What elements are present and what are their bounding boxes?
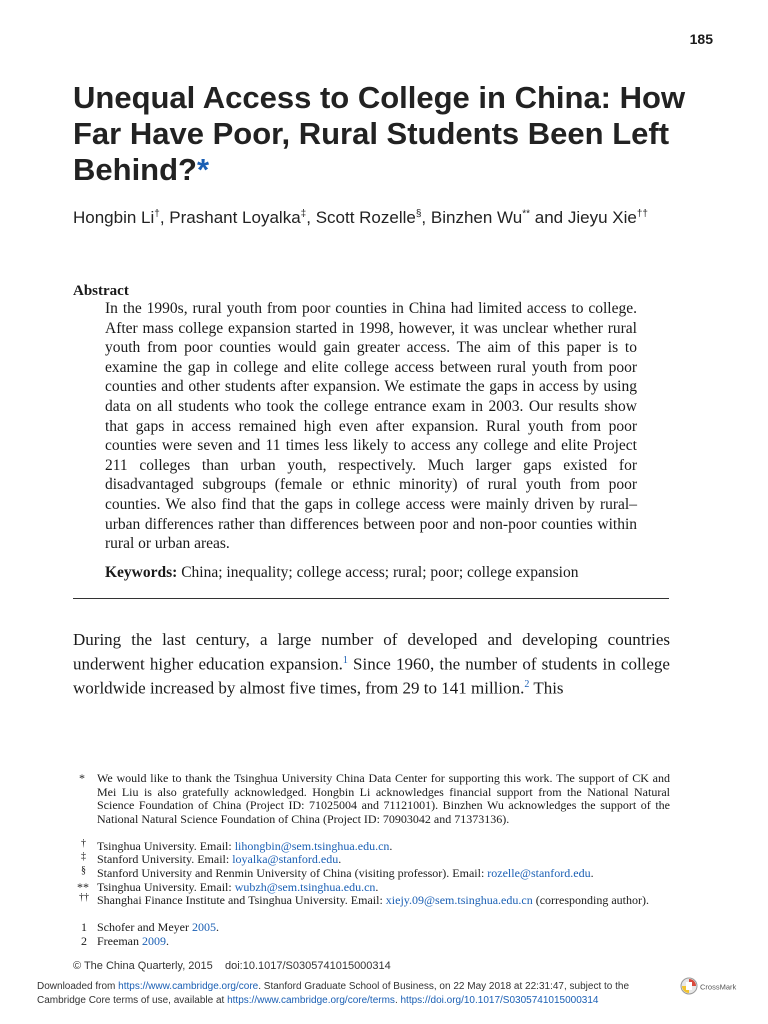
footnote-text: Stanford University and Renmin University of China (visiting professor). Email: [97,866,488,880]
email-link[interactable]: lihongbin@sem.tsinghua.edu.cn [234,839,390,853]
footnote-affiliation [73,853,670,867]
email-link[interactable]: wubzh@sem.tsinghua.edu.cn [234,880,376,894]
footnote-punct: . [389,839,393,853]
footnote-mark: 2 [81,934,87,948]
author-list [73,208,648,228]
footnote-mark: ‡ [81,851,86,862]
footnote-punct: . [590,866,594,880]
footnote-text: Tsinghua University. Email: [97,839,235,853]
citation-link[interactable]: 2009 [141,934,166,948]
title-footnote-link[interactable]: * [197,152,210,187]
article-title [73,80,693,188]
download-text: Cambridge Core terms of use, available at [37,994,228,1006]
footnote-mark: †† [79,892,89,903]
keywords [105,564,578,582]
download-text: Downloaded from [37,981,119,992]
footnote-text: Shanghai Finance Institute and Tsinghua University. Email: [97,893,386,907]
author-separator: , [159,208,170,227]
footnote-punct: . [338,852,342,866]
author-name: Hongbin Li [73,208,155,227]
body-text-part: This [529,678,564,698]
body-text-part: Since 1960, the number of students in college worldwide increased by almost five times, from 29 to 141 million. [73,654,670,698]
author-affiliation-mark: †† [636,208,648,220]
author-name: Jieyu Xie [567,208,637,227]
footnote-mark: * [79,771,85,785]
section-divider [73,598,669,599]
author-affiliation-mark: † [154,208,160,220]
footnote-text: We would like to thank the Tsinghua University China Data Center for supporting this work. The support of CK and Mei Liu is also gratefully acknowledged. Hongbin Li acknowledges financial support from the National Natural Science Foundation of China (Project ID: 71025004 and 71121001). Binzhen Wu acknowledges the support of the National Natural Science Foundation of China (Project ID: 70903042 and 71373136). [97,771,670,826]
citation-link[interactable]: 2005 [191,920,216,934]
title-text: Unequal Access to College in China: How Far Have Poor, Rural Students Been Left Behind? [73,80,686,187]
author-name: Prashant Loyalka [169,208,301,227]
footnote-mark: § [81,865,86,876]
footnote-affiliation [73,867,670,881]
download-notice [37,980,737,1007]
footnote-punct: . [375,880,379,894]
footnote-ref-2[interactable]: 2 [524,678,530,690]
author-separator: , [421,208,431,227]
footnote-mark: ** [77,880,89,894]
body-text-part: During the last century, a large number of developed and developing countries underwent higher education expansion. [73,630,670,674]
author-affiliation-mark: § [415,208,422,220]
footnote-text: Schofer and Meyer [97,920,192,934]
footnote-ref-1[interactable]: 1 [342,654,348,666]
terms-link[interactable]: https://www.cambridge.org/core/terms [227,994,395,1006]
email-link[interactable]: xiejy.09@sem.tsinghua.edu.cn [385,893,533,907]
crossmark-badge[interactable] [680,976,750,996]
copyright-line: © The China Quarterly, 2015 doi:10.1017/S0305741015000314 [73,960,391,972]
footnote-text: Tsinghua University. Email: [97,880,235,894]
download-text: . [394,994,401,1006]
footnote-mark: † [81,838,86,849]
crossmark-label: CrossMark [700,982,737,992]
footnote-affiliation [73,894,670,908]
email-link[interactable]: rozelle@stanford.edu [487,866,591,880]
author-separator: , [306,208,316,227]
page-number: 185 [689,31,713,47]
footnote-text: Stanford University. Email: [97,852,233,866]
footnote-acknowledgement [73,772,670,826]
footnote-reference [73,935,670,949]
body-paragraph [73,630,670,699]
footnote-reference [73,921,670,935]
footnote-mark: 1 [81,920,87,934]
keywords-label: Keywords: [105,564,178,581]
keywords-list: China; inequality; college access; rural; poor; college expansion [181,564,579,581]
author-name: Binzhen Wu [430,208,523,227]
footnote-punct: (corresponding author). [532,893,649,907]
doi-link[interactable]: https://doi.org/10.1017/S0305741015000314 [400,994,599,1006]
footnote-text: Freeman [97,934,142,948]
author-name: Scott Rozelle [315,208,416,227]
footnote-punct: . [215,920,219,934]
author-separator: and [530,208,568,227]
footnote-punct: . [165,934,169,948]
email-link[interactable]: loyalka@stanford.edu [232,852,339,866]
crossmark-icon [680,976,750,996]
core-link[interactable]: https://www.cambridge.org/core [118,981,259,992]
download-text: . Stanford Graduate School of Business, on 22 May 2018 at 22:31:47, subject to the [258,981,630,992]
abstract-heading: Abstract [73,283,129,299]
author-affiliation-mark: ‡ [300,208,307,220]
author-affiliation-mark: ** [522,208,531,220]
abstract-text: In the 1990s, rural youth from poor counties in China had limited access to college. After mass college expansion started in 1998, however, it was unclear whether rural youth from poor counties would gain greater access. The aim of this paper is to examine the gap in college and elite college access between rural youth from poor counties and other students after expansion. We estimate the gaps in access by using data on all students who took the college entrance exam in 2003. Our results show that gaps in access remained high even after expansion. Rural youth from poor counties were seven and 11 times less likely to access any college and elite Project 211 colleges than urban youth, respectively. Much larger gaps existed for disadvantaged subgroups (female or ethnic minority) of rural youth from poor counties. We also find that the gaps in college access were mainly driven by rural–urban differences rather than differences between poor and non-poor counties within rural or urban areas. [105,300,637,553]
